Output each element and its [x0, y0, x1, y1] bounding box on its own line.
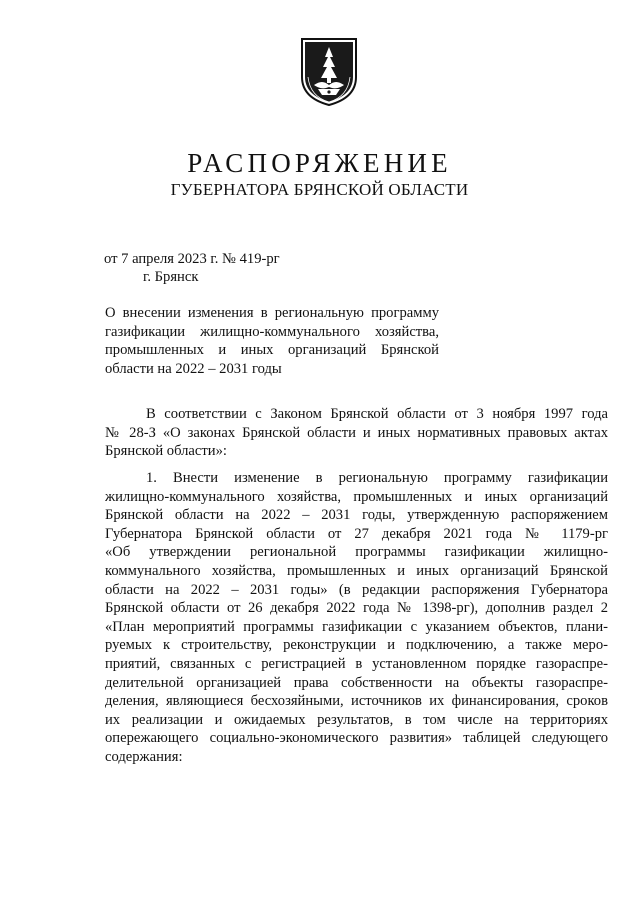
item-line: «План мероприятий программы газификации с указанием объектов, плани- — [105, 618, 608, 635]
item-line: содержания: — [105, 748, 183, 765]
place-line: г. Брянск — [143, 269, 199, 285]
coat-of-arms-emblem — [300, 37, 358, 107]
document-subtitle: ГУБЕРНАТОРА БРЯНСКОЙ ОБЛАСТИ — [170, 180, 469, 199]
item-line: делительной организацией права собственности на объекты газораспре- — [105, 674, 608, 691]
preamble-line: Брянской области»: — [105, 443, 227, 460]
preamble-line: № 28-З «О законах Брянской области и иных нормативных правовых актах — [105, 424, 608, 441]
item-line: коммунального хозяйства, промышленных и иных организаций Брянской — [105, 562, 608, 579]
item-line: Брянской области на 2022 – 2031 годы, утвержденную распоряжением — [105, 507, 608, 524]
preamble-line: В соответствии с Законом Брянской области от 3 ноября 1997 года — [146, 406, 608, 422]
item-1-paragraph — [105, 469, 608, 767]
preamble-paragraph — [105, 405, 608, 461]
item-line: 1. Внести изменение в региональную программу газификации — [146, 470, 608, 486]
subject-line: области на 2022 – 2031 годы — [105, 360, 282, 377]
item-line: деления, являющиеся бесхозяйными, источников их финансирования, сроков — [105, 693, 608, 710]
subject-line: промышленных и иных организаций Брянской — [105, 342, 439, 359]
item-line: «Об утверждении региональной программы газификации жилищно- — [105, 544, 608, 561]
subject-block — [105, 304, 439, 378]
item-line: руемых к строительству, реконструкции и подключению, а также меро- — [105, 637, 608, 654]
item-line: жилищно-коммунального хозяйства, промышленных и иных организаций — [105, 488, 608, 505]
item-line: Брянской области от 26 декабря 2022 года № 1398-рг), дополнив раздел 2 — [105, 600, 608, 617]
item-line: их реализации и ожидаемых результатов, в том числе на территориях — [105, 711, 608, 728]
date-number-line: от 7 апреля 2023 г. № 419-рг — [104, 251, 280, 267]
item-line: области на 2022 – 2031 годы» (в редакции распоряжения Губернатора — [105, 581, 608, 598]
subject-line: газификации жилищно-коммунального хозяйства, — [105, 323, 439, 340]
item-line: приятий, связанных с регистрацией в установленном порядке газораспре- — [105, 655, 608, 672]
item-line: опережающего социально-экономического развития» таблицей следующего — [105, 730, 608, 747]
document-title: РАСПОРЯЖЕНИЕ — [187, 148, 452, 178]
item-line: Губернатора Брянской области от 27 декабря 2021 года № 1179-рг — [105, 525, 608, 542]
subject-line: О внесении изменения в региональную программу — [105, 305, 439, 321]
